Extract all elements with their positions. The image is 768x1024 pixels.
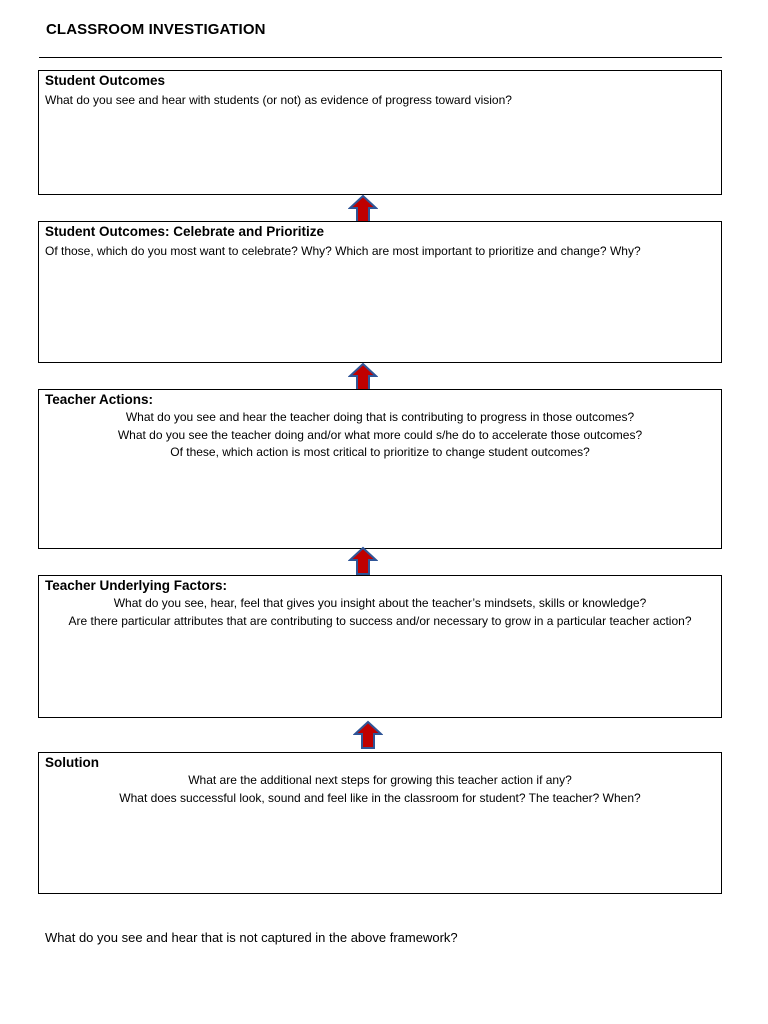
section-prompt: Of those, which do you most want to celebrate? Why? Which are most important to prioritize and change? Why? [45,244,641,258]
section-prompt: What are the additional next steps for growing this teacher action if any? [188,773,572,787]
section-prompt: What do you see and hear with students (or not) as evidence of progress toward vision? [45,93,512,107]
section-prompts [39,409,721,462]
up-arrow-icon [353,720,383,750]
section-prompt: What do you see and hear the teacher doing that is contributing to progress in those outcomes? [125,410,635,424]
section-heading: Solution [45,755,99,770]
section-prompt: Are there particular attributes that are contributing to success and/or necessary to grow in a particular teacher action? [68,613,692,628]
section-solution [38,752,722,894]
section-heading: Student Outcomes: Celebrate and Prioritize [45,224,325,239]
up-arrow-icon [348,194,378,224]
section-prompts [39,772,721,807]
section-prompts [39,595,721,630]
up-arrow-icon [348,546,378,576]
section-heading: Teacher Actions: [45,392,154,407]
page-title: CLASSROOM INVESTIGATION [46,21,266,38]
footer-question: What do you see and hear that is not captured in the above framework? [45,930,458,945]
section-celebrate-prioritize [38,221,722,363]
section-prompt: Of these, which action is most critical to prioritize to change student outcomes? [170,445,590,459]
section-heading: Student Outcomes [45,73,166,88]
section-prompt: What do you see, hear, feel that gives you insight about the teacher’s mindsets, skills or knowledge? [113,596,647,610]
section-heading: Teacher Underlying Factors: [45,578,228,593]
section-teacher-underlying-factors [38,575,722,718]
title-rule [39,57,722,58]
section-prompt: What do you see the teacher doing and/or what more could s/he do to accelerate those outcomes? [117,427,643,442]
up-arrow-icon [348,362,378,392]
section-teacher-actions [38,389,722,549]
section-prompt: What does successful look, sound and feel like in the classroom for student? The teacher? When? [119,790,641,805]
section-student-outcomes [38,70,722,195]
